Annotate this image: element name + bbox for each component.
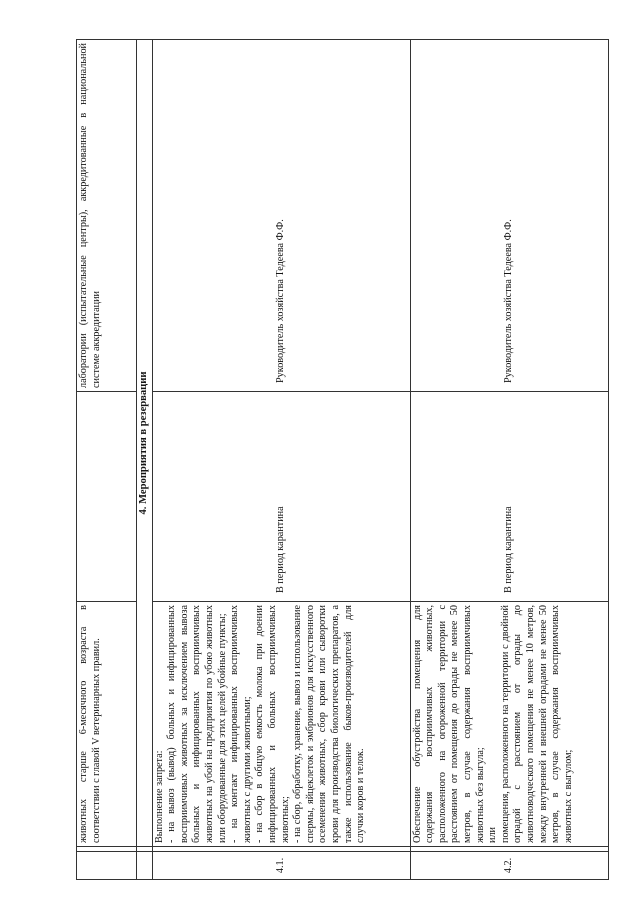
row-term: В период карантина (152, 392, 410, 602)
row-number: 4.2. (410, 852, 608, 880)
row-text: Обеспечение обустройства помещения для содержания восприимчивых животных, расположенного на огороженной территории с расстоянием от помещения до ограды не менее 50 метров, в случае содержания восприимчивых животных без выгула; или помещения, расположенного на территории с двойной оградой с расстоянием от ограды до животноводческого помещения не менее 10 метров, между внутренней и внешней оградами не менее 50 метров, в случае содержания восприимчивых животных с выгулом; (410, 602, 608, 847)
continuation-text: животных старше 6-месячного возраста в соответствии с главой V ветеринарных правил. (77, 602, 137, 847)
row-responsible: Руководитель хозяйства Тедеева Ф.Ф. (410, 40, 608, 392)
continuation-responsible: лаборатории (испытательные центры), аккредитованные в национальной системе аккредитации (77, 40, 137, 392)
row-text: Выполнение запрета: - на вывоз (вывод) больных и инфицированных восприимчивых животных за исключением вывоза больных и инфицированных восприимчивых животных на убой на предприятия по убою животных или оборудованные для этих целей убойные пункты; - на контакт инфицированных восприимчивых животных с другими животными; - на сбор в общую емкость молока при доении инфицированных и больных восприимчивых животных; - на сбор, обработку, хранение, вывоз и использование спермы, яйцеклеток и эмбрионов для искусственного осеменения животных, сбор крови или сыворотки крови для производства биологических препаратов, а также использование быков-производителей для случки коров и телок. (152, 602, 410, 847)
table-row (152, 40, 410, 880)
section-header-row (137, 40, 153, 880)
table-row (410, 40, 608, 880)
row-term: В период карантина (410, 392, 608, 602)
measures-table (76, 39, 609, 880)
table-row-continuation (77, 40, 137, 880)
rotated-table-wrapper (76, 40, 606, 880)
section-title: 4. Мероприятия в резервации (137, 40, 153, 847)
row-responsible: Руководитель хозяйства Тедеева Ф.Ф. (152, 40, 410, 392)
row-number: 4.1. (152, 852, 410, 880)
